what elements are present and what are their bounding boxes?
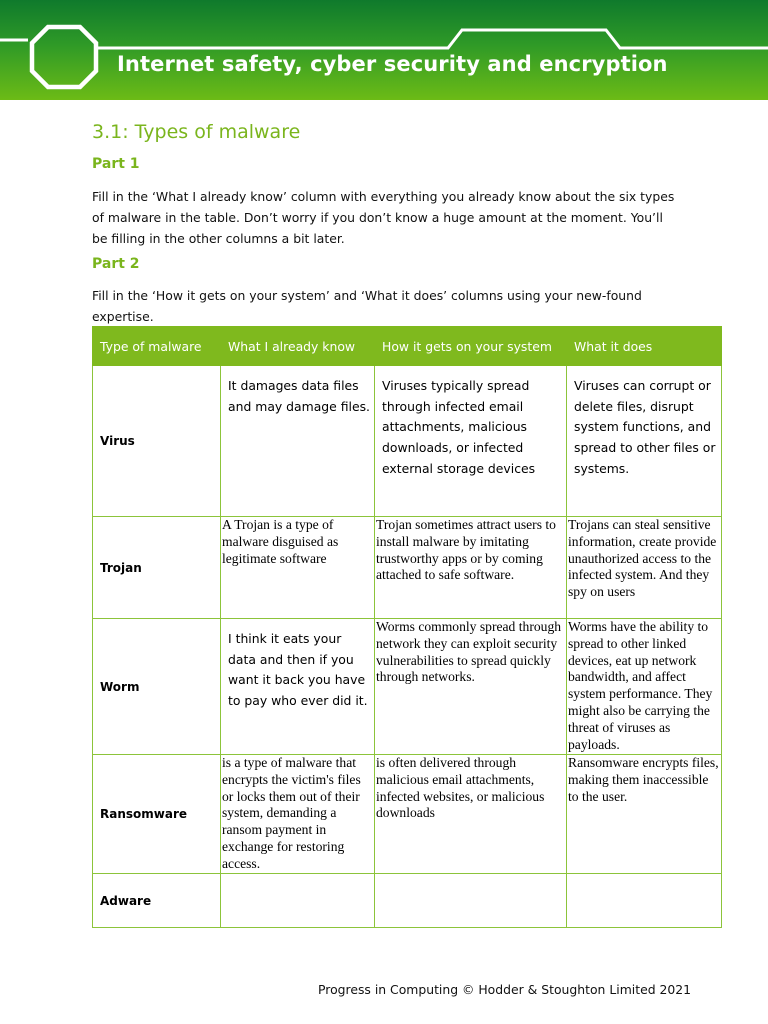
table-row-trojan [93, 517, 722, 619]
malware-type-label: Adware [100, 893, 152, 908]
table-row-ransomware [93, 755, 722, 874]
know-text: It damages data files and may damage files. [228, 378, 370, 414]
how-text: Viruses typically spread through infected email attachments, malicious downloads, or infected external storage devices [382, 378, 536, 476]
column-header-know: What I already know [221, 327, 375, 366]
how-cell[interactable] [375, 366, 567, 517]
how-text [375, 874, 566, 884]
malware-type-label: Ransomware [100, 807, 188, 821]
malware-type-cell [93, 619, 221, 755]
know-cell[interactable] [221, 619, 375, 755]
column-header-type: Type of malware [93, 327, 221, 366]
table-header-row [93, 327, 722, 366]
section-title: 3.1: Types of malware [92, 121, 301, 143]
does-text [567, 874, 721, 884]
how-text: Worms commonly spread through network they can exploit security vulnerabilities to spread quickly through networks. [376, 619, 562, 685]
header-banner [0, 0, 768, 100]
does-text: Ransomware encrypts files, making them inaccessible to the user. [568, 755, 719, 804]
table-row-virus [93, 366, 722, 517]
column-header-how: How it gets on your system [375, 327, 567, 366]
know-text [221, 874, 374, 884]
part-1-instructions: Fill in the ‘What I already know’ column with everything you already know about the six types of malware in the table. Don’t worry if you don’t know a huge amount at the moment. You’ll be filling in the other columns a bit later. [92, 189, 675, 246]
know-text: A Trojan is a type of malware disguised as legitimate software [222, 517, 339, 566]
malware-type-cell [93, 755, 221, 874]
does-text: Worms have the ability to spread to other linked devices, eat up network bandwidth, and affect system performance. They might also be carrying the threat of viruses as payloads. [568, 619, 713, 752]
page-header-title: Internet safety, cyber security and encryption [117, 52, 668, 76]
does-cell[interactable] [567, 366, 722, 517]
does-cell[interactable] [567, 755, 722, 874]
part-1-heading: Part 1 [92, 156, 140, 172]
know-cell[interactable] [221, 517, 375, 619]
part-2-instructions: Fill in the ‘How it gets on your system’ and ‘What it does’ columns using your new-found expertise. [92, 288, 642, 324]
how-text: Trojan sometimes attract users to install malware by imitating trustworthy apps or by coming attached to safe software. [376, 517, 556, 583]
malware-type-label: Worm [100, 679, 140, 694]
malware-type-cell [93, 517, 221, 619]
does-text: Trojans can steal sensitive information, create provide unauthorized access to the infected system. And they spy on users [568, 517, 717, 600]
how-cell[interactable] [375, 517, 567, 619]
know-cell[interactable] [221, 366, 375, 517]
part-2-heading: Part 2 [92, 256, 140, 272]
malware-type-cell [93, 874, 221, 928]
table-row-worm [93, 619, 722, 755]
how-text: is often delivered through malicious email attachments, infected websites, or malicious downloads [376, 755, 545, 821]
table-row-adware [93, 874, 722, 928]
know-text: I think it eats your data and then if you want it back you have to pay who ever did it. [228, 631, 368, 709]
know-cell[interactable] [221, 755, 375, 874]
how-cell[interactable] [375, 755, 567, 874]
does-cell[interactable] [567, 619, 722, 755]
does-cell[interactable] [567, 874, 722, 928]
how-cell[interactable] [375, 619, 567, 755]
column-header-does: What it does [567, 327, 722, 366]
know-cell[interactable] [221, 874, 375, 928]
malware-type-label: Virus [100, 434, 135, 448]
banner-decoration [0, 0, 768, 100]
malware-table [92, 326, 722, 928]
know-text: is a type of malware that encrypts the victim's files or locks them out of their system, demanding a ransom payment in exchange for restoring access. [222, 755, 361, 871]
malware-type-cell [93, 366, 221, 517]
octagon-icon [32, 27, 96, 87]
how-cell[interactable] [375, 874, 567, 928]
does-cell[interactable] [567, 517, 722, 619]
malware-type-label: Trojan [100, 560, 142, 575]
footer-copyright: Progress in Computing © Hodder & Stoughton Limited 2021 [318, 982, 692, 997]
does-text: Viruses can corrupt or delete files, disrupt system functions, and spread to other files or systems. [574, 378, 716, 476]
